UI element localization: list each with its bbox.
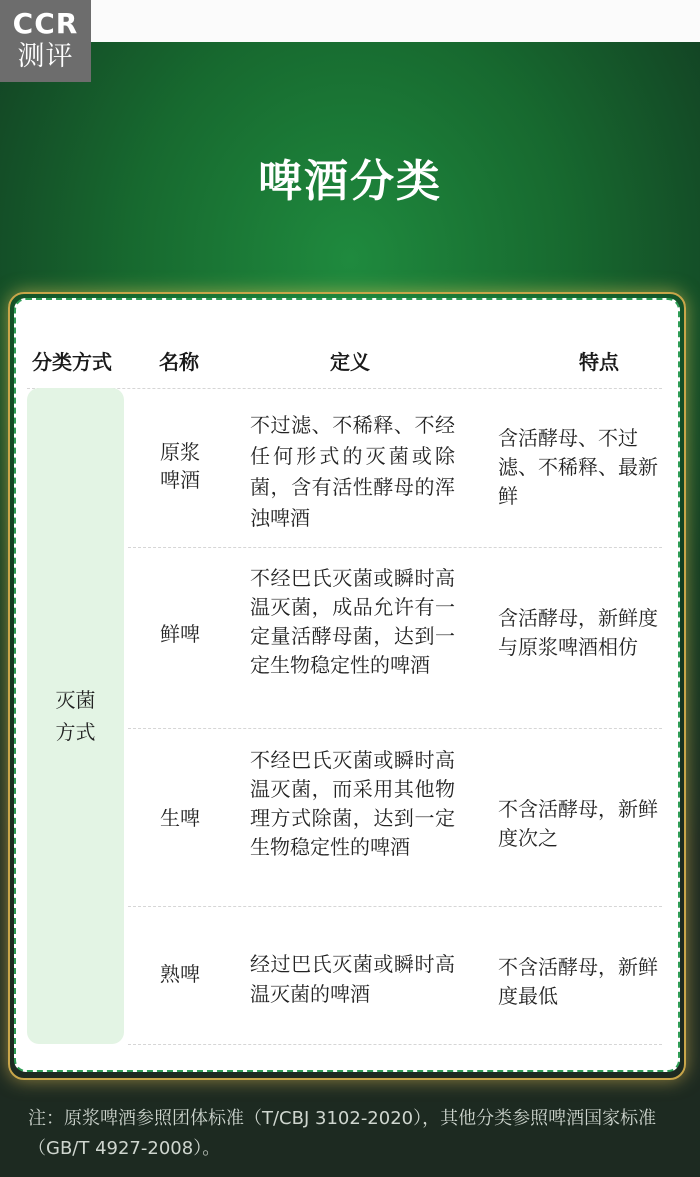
top-strip xyxy=(0,0,700,42)
row3-name: 生啤 xyxy=(160,806,200,830)
category-cell xyxy=(27,388,124,1044)
row2-feature: 含活酵母，新鲜度与原浆啤酒相仿 xyxy=(498,606,658,659)
row-divider xyxy=(128,1044,662,1045)
row-divider xyxy=(128,728,662,729)
row3-feature: 不含活酵母，新鲜度次之 xyxy=(498,797,658,850)
row-divider xyxy=(128,547,662,548)
row3-definition: 不经巴氏灭菌或瞬时高温灭菌，而采用其他物理方式除菌，达到一定生物稳定性的啤酒 xyxy=(250,748,455,859)
header-definition: 定义 xyxy=(330,350,370,374)
row4-feature: 不含活酵母，新鲜度最低 xyxy=(498,955,658,1008)
header-category: 分类方式 xyxy=(32,350,112,374)
row1-name: 原浆 啤酒 xyxy=(160,440,200,492)
header-divider xyxy=(27,388,662,389)
row1-feature: 含活酵母、不过滤、不稀释、最新鲜 xyxy=(498,426,658,508)
header-feature: 特点 xyxy=(579,350,619,374)
page-title: 啤酒分类 xyxy=(258,156,442,207)
row1-definition: 不过滤、不稀释、不经任何形式的灭菌或除菌，含有活性酵母的浑浊啤酒 xyxy=(250,413,455,530)
brand-logo-line2: 测评 xyxy=(17,41,74,72)
row-divider xyxy=(128,906,662,907)
header-name: 名称 xyxy=(159,350,199,374)
brand-logo xyxy=(0,0,91,82)
row2-name: 鲜啤 xyxy=(160,622,200,646)
footnote: 注：原浆啤酒参照团体标准（T/CBJ 3102-2020），其他分类参照啤酒国家标准（GB/T 4927-2008）。 xyxy=(28,1108,657,1159)
row4-definition: 经过巴氏灭菌或瞬时高温灭菌的啤酒 xyxy=(250,952,455,1006)
category-label: 灭菌 方式 xyxy=(55,688,96,744)
row4-name: 熟啤 xyxy=(160,962,200,986)
row2-definition: 不经巴氏灭菌或瞬时高温灭菌，成品允许有一定量活酵母菌，达到一定生物稳定性的啤酒 xyxy=(250,566,455,677)
brand-logo-line1: CCR xyxy=(12,7,79,40)
